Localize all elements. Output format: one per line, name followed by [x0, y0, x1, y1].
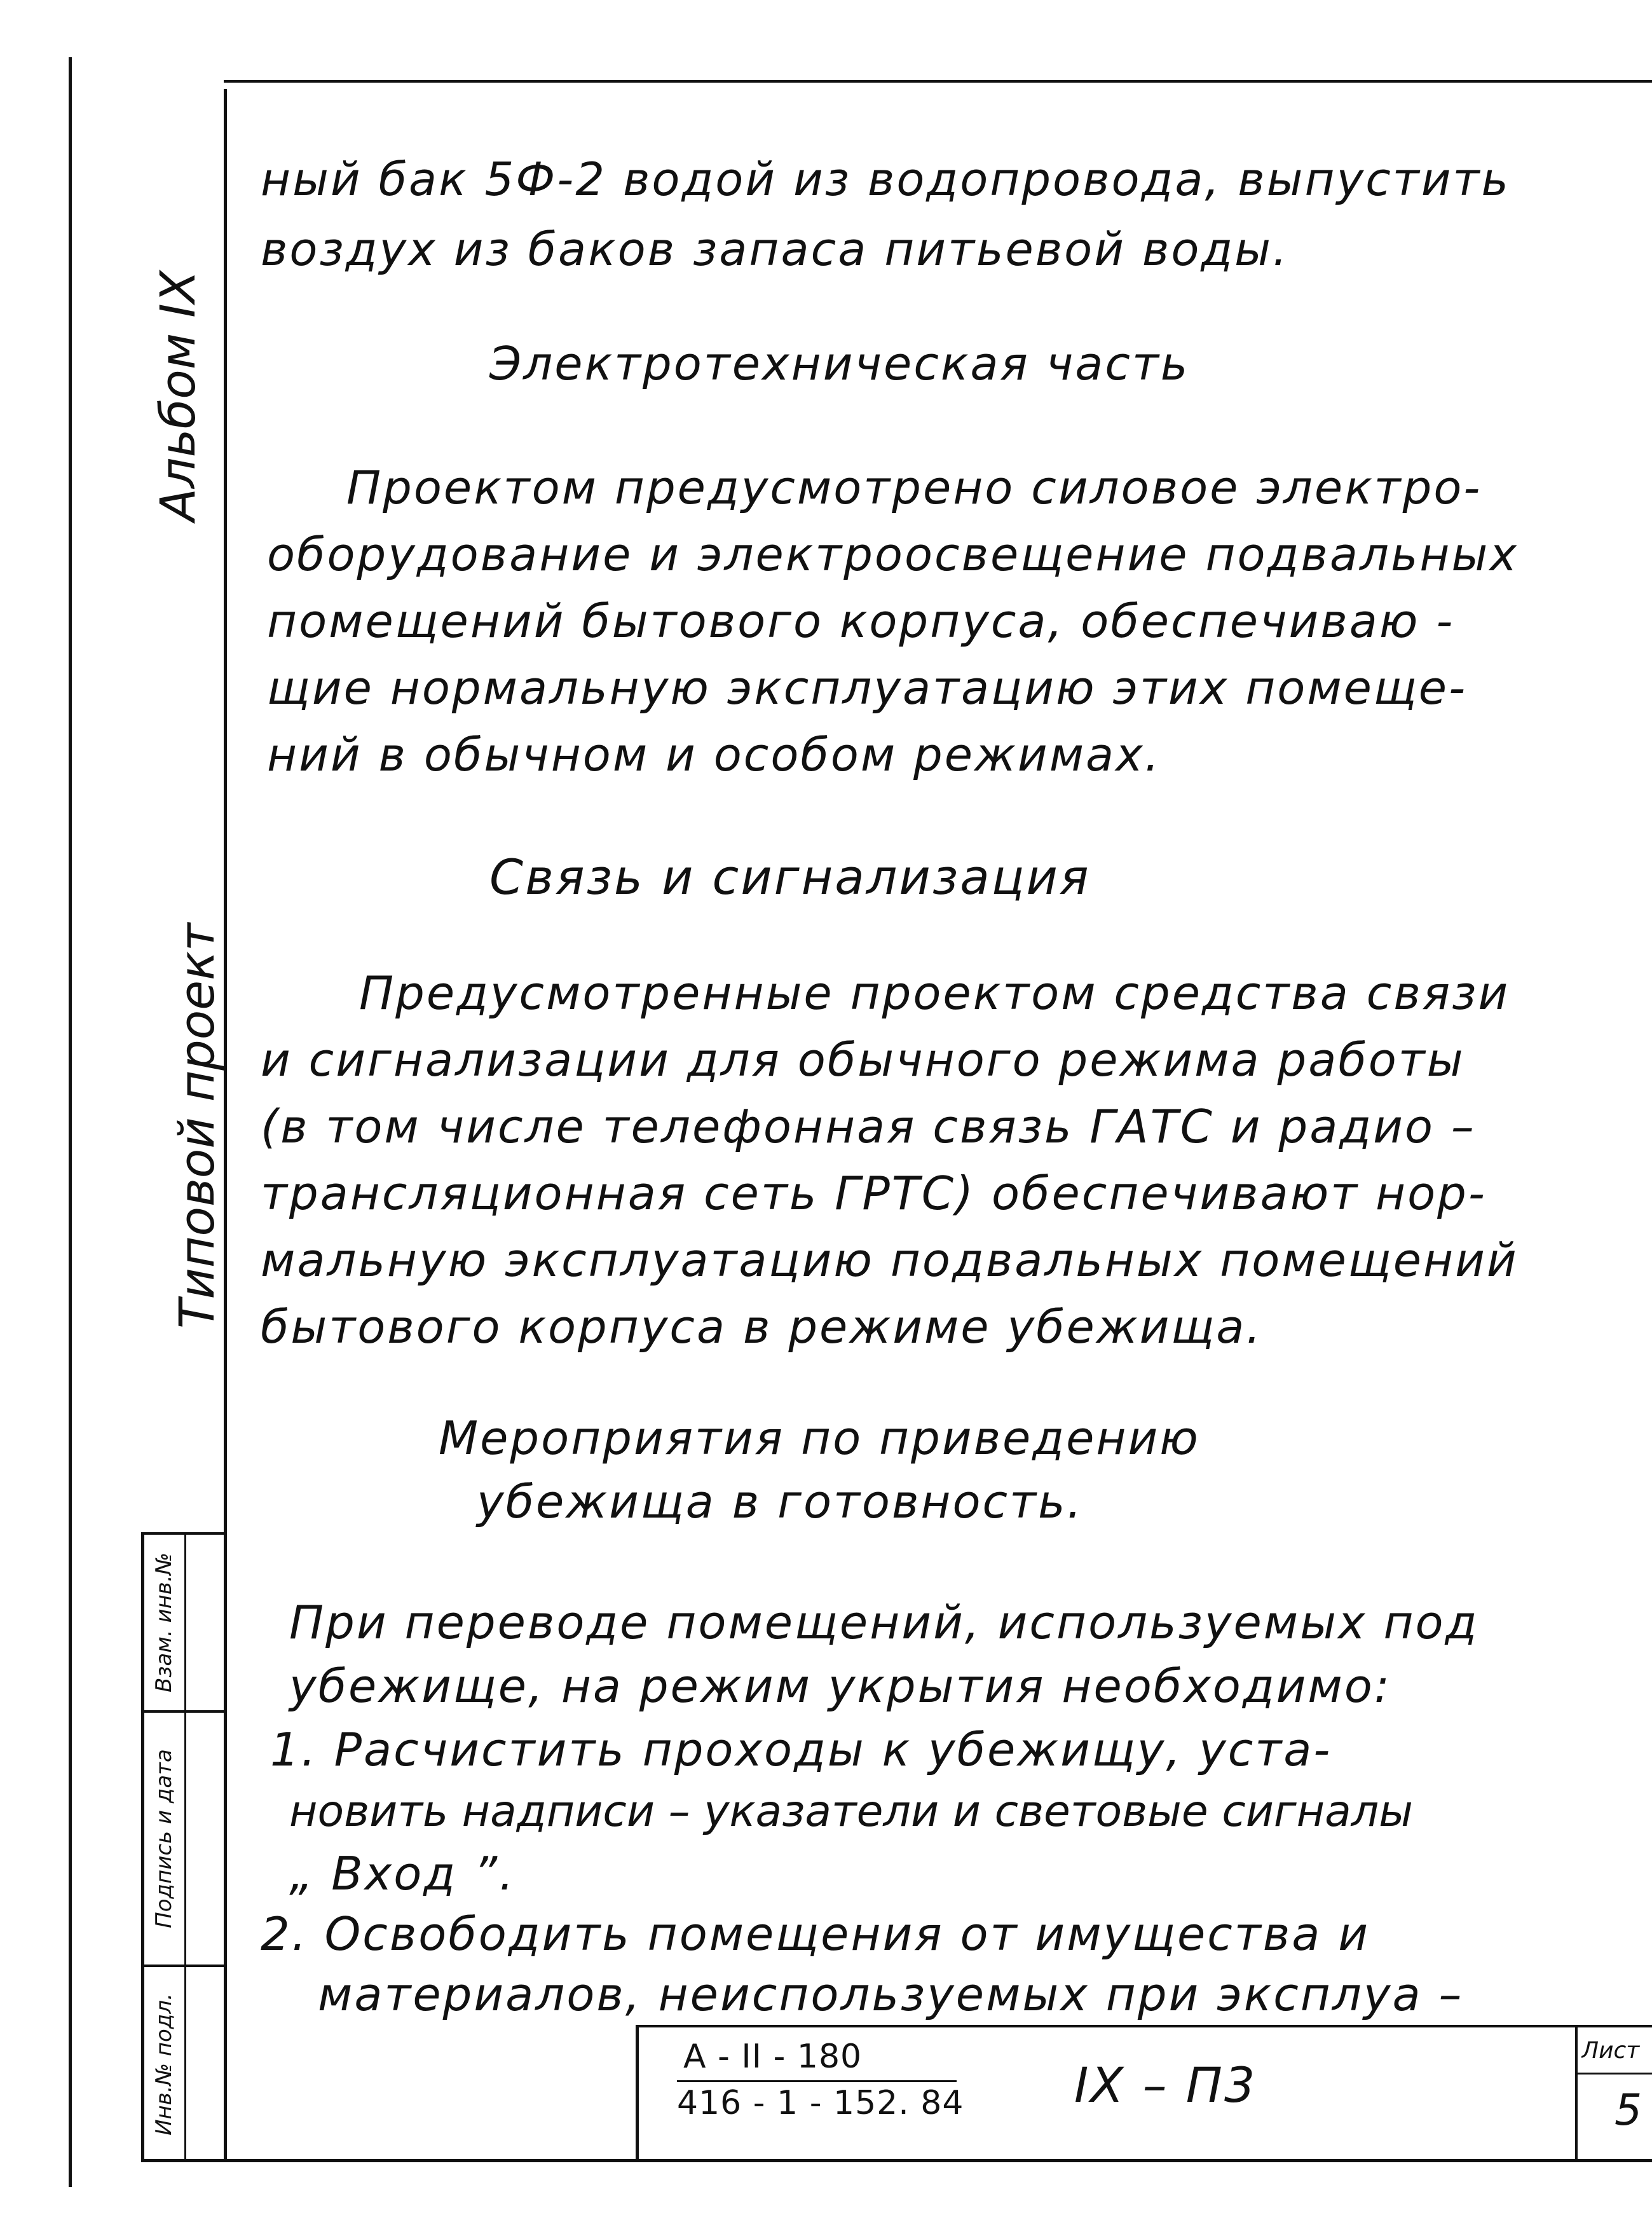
paragraph-line: бытового корпуса в режиме убежища.: [261, 1300, 1263, 1354]
intro-line: воздух из баков запаса питьевой воды.: [261, 223, 1289, 276]
intro-line: ный бак 5Ф-2 водой из водопровода, выпустить: [261, 153, 1510, 206]
sheet-reference: IX – П3: [1074, 2057, 1257, 2113]
paragraph-line: щие нормальную эксплуатацию этих помеще-: [267, 661, 1468, 715]
stamp-column-left-border: [141, 1532, 144, 2162]
list-item-continuation: новить надписи – указатели и световые сигналы: [289, 1786, 1413, 1837]
paragraph-line: мальную эксплуатацию подвальных помещений: [261, 1233, 1519, 1287]
code-fraction-line: [677, 2080, 957, 2082]
section-title-communication: Связь и сигнализация: [489, 849, 1091, 905]
title-block-left-border: [636, 2025, 639, 2162]
stamp-cell-signature-date: Подпись и дата: [151, 1749, 177, 1928]
frame-bottom-border: [141, 2159, 1652, 2162]
code-top: А - II - 180: [683, 2038, 863, 2076]
frame-top-border: [224, 80, 1652, 83]
section-title-electrical: Электротехническая часть: [489, 337, 1190, 390]
paragraph-line: При переводе помещений, используемых под: [289, 1596, 1479, 1649]
left-margin-line: [69, 57, 72, 2187]
section-title-readiness: убежища в готовность.: [477, 1475, 1084, 1528]
sheet-number: 5: [1614, 2085, 1644, 2136]
list-item: 2. Освободить помещения от имущества и: [261, 1907, 1370, 1961]
paragraph-line: оборудование и электроосвещение подвальных: [267, 528, 1519, 581]
sheet-label: Лист: [1581, 2038, 1640, 2064]
paragraph-line: Проектом предусмотрено силовое электро-: [346, 461, 1482, 514]
section-title-readiness: Мероприятия по приведению: [439, 1411, 1200, 1465]
paragraph-line: ний в обычном и особом режимах.: [267, 728, 1161, 781]
stamp-inner-line: [184, 1532, 186, 2162]
album-label: Альбом IX: [149, 270, 206, 521]
list-item-continuation: „ Вход ”.: [289, 1847, 516, 1900]
list-item-continuation: материалов, неиспользуемых при эксплуа –: [318, 1968, 1464, 2021]
paragraph-line: трансляционная сеть ГРТС) обеспечивают нор-: [261, 1167, 1487, 1220]
paragraph-line: убежище, на режим укрытия необходимо:: [289, 1659, 1392, 1713]
paragraph-line: (в том числе телефонная связь ГАТС и радио –: [261, 1100, 1476, 1153]
paragraph-line: и сигнализации для обычного режима работы: [261, 1033, 1465, 1087]
stamp-cell-replace-inv: Взам. инв.№: [151, 1552, 177, 1693]
stamp-cell-original-inv: Инв.№ подл.: [151, 1993, 177, 2136]
paragraph-line: Предусмотренные проектом средства связи: [359, 966, 1510, 1020]
paragraph-line: помещений бытового корпуса, обеспечиваю -: [267, 594, 1455, 648]
code-bottom: 416 - 1 - 152. 84: [677, 2084, 964, 2122]
project-type-label: Типовой проект: [168, 922, 225, 1329]
list-item: 1. Расчистить проходы к убежищу, уста-: [270, 1723, 1332, 1776]
title-block-top-border: [636, 2025, 1652, 2027]
sheet-cell-divider: [1575, 2073, 1652, 2074]
sheet-cell-left-border: [1575, 2025, 1578, 2162]
